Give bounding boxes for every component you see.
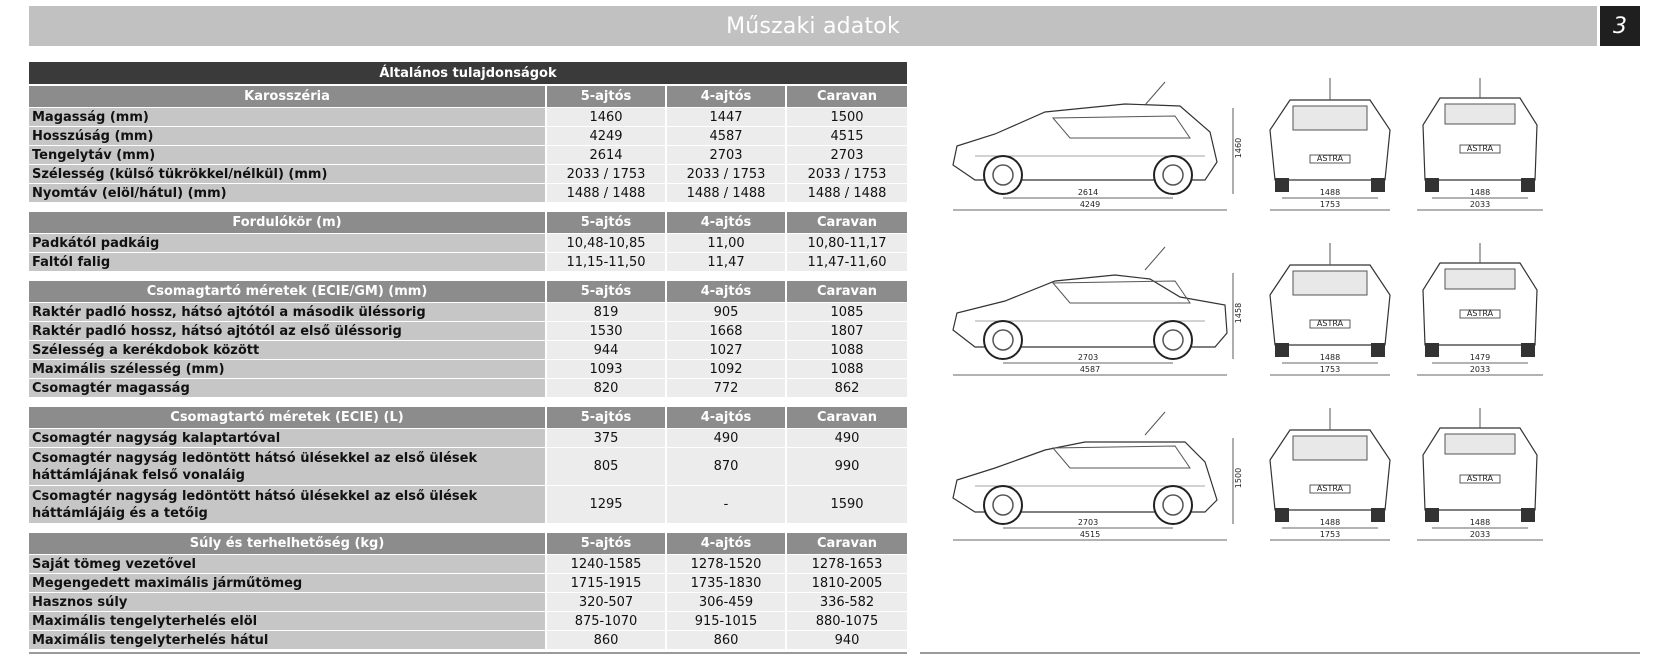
car-window-line xyxy=(1053,281,1190,303)
column-header: Caravan xyxy=(787,531,907,554)
table-row xyxy=(29,485,907,523)
cell-value: 1668 xyxy=(667,321,787,340)
spec-table xyxy=(29,210,907,271)
car-antenna xyxy=(1145,412,1165,435)
cell-value: 306-459 xyxy=(667,592,787,611)
windshield xyxy=(1293,436,1367,460)
table-row xyxy=(29,126,907,145)
section-title: Fordulókör (m) xyxy=(29,210,547,233)
table-row xyxy=(29,554,907,573)
cell-value: 860 xyxy=(547,630,667,649)
cell-value: 10,48-10,85 xyxy=(547,233,667,252)
front-wheel xyxy=(984,321,1022,359)
windshield xyxy=(1293,106,1367,130)
cell-value: 1590 xyxy=(787,485,907,523)
cell-value: 880-1075 xyxy=(787,611,907,630)
cell-value: 1295 xyxy=(547,485,667,523)
front-left-tire xyxy=(1275,178,1289,192)
cell-value: 875-1070 xyxy=(547,611,667,630)
rear-window xyxy=(1445,269,1515,289)
column-header: Caravan xyxy=(787,210,907,233)
wheelbase-label: 2614 xyxy=(1077,188,1099,197)
car-window-line xyxy=(1053,446,1190,468)
row-label: Hosszúság (mm) xyxy=(29,126,547,145)
cell-value: 2703 xyxy=(667,145,787,164)
rear-left-tire xyxy=(1425,508,1439,522)
column-header: Caravan xyxy=(787,279,907,302)
cell-value: 10,80-11,17 xyxy=(787,233,907,252)
column-header: 5-ajtós xyxy=(547,279,667,302)
rear-left-tire xyxy=(1425,343,1439,357)
table-row xyxy=(29,428,907,447)
row-label: Szélesség a kerékdobok között xyxy=(29,340,547,359)
row-label: Csomagtér nagyság ledöntött hátsó ülésekkel az első ülések háttámlájának felső vonaláig xyxy=(29,447,547,485)
column-header: 5-ajtós xyxy=(547,531,667,554)
cell-value: 11,15-11,50 xyxy=(547,252,667,271)
rear-width-label: 2033 xyxy=(1469,365,1491,374)
cell-value: 2614 xyxy=(547,145,667,164)
car-window-line xyxy=(1053,116,1190,138)
table-header-row xyxy=(29,531,907,554)
column-header: 5-ajtós xyxy=(547,405,667,428)
front-right-tire xyxy=(1371,508,1385,522)
rear-right-tire xyxy=(1521,178,1535,192)
wheelbase-label: 2703 xyxy=(1077,353,1099,362)
cell-value: 1278-1653 xyxy=(787,554,907,573)
rear-wheel xyxy=(1154,486,1192,524)
cell-value: 1500 xyxy=(787,107,907,126)
front-right-tire xyxy=(1371,343,1385,357)
table-row xyxy=(29,340,907,359)
rear-track-label: 1479 xyxy=(1469,353,1491,362)
cell-value: 1530 xyxy=(547,321,667,340)
table-row xyxy=(29,164,907,183)
front-track-label: 1488 xyxy=(1319,188,1341,197)
front-left-tire xyxy=(1275,343,1289,357)
length-label: 4249 xyxy=(1079,200,1101,209)
cell-value: 2033 / 1753 xyxy=(787,164,907,183)
row-label: Raktér padló hossz, hátsó ajtótól az első üléssorig xyxy=(29,321,547,340)
rear-badge-label: ASTRA xyxy=(1466,144,1494,153)
height-label: 1500 xyxy=(1234,467,1243,489)
row-label: Padkától padkáig xyxy=(29,233,547,252)
column-header: 4-ajtós xyxy=(667,84,787,107)
row-label: Nyomtáv (elöl/hátul) (mm) xyxy=(29,183,547,202)
table-row xyxy=(29,252,907,271)
spec-sections xyxy=(29,84,907,649)
rear-wheel xyxy=(1154,156,1192,194)
cell-value: 1092 xyxy=(667,359,787,378)
car-antenna xyxy=(1145,82,1165,105)
cell-value: 1488 / 1488 xyxy=(667,183,787,202)
page-number: 3 xyxy=(1600,6,1640,46)
front-right-tire xyxy=(1371,178,1385,192)
column-header: Caravan xyxy=(787,405,907,428)
main-title: Általános tulajdonságok xyxy=(29,62,907,84)
rear-track-label: 1488 xyxy=(1469,518,1491,527)
cell-value: 870 xyxy=(667,447,787,485)
cell-value: 4587 xyxy=(667,126,787,145)
rear-wheel xyxy=(1154,321,1192,359)
row-label: Maximális szélesség (mm) xyxy=(29,359,547,378)
cell-value: 1088 xyxy=(787,359,907,378)
cell-value: 905 xyxy=(667,302,787,321)
row-label: Saját tömeg vezetővel xyxy=(29,554,547,573)
column-header: 5-ajtós xyxy=(547,210,667,233)
front-width-label: 1753 xyxy=(1319,200,1341,209)
cell-value: 1447 xyxy=(667,107,787,126)
section-gap xyxy=(29,523,907,531)
column-header: 4-ajtós xyxy=(667,531,787,554)
bottom-rule-left xyxy=(29,652,907,654)
table-row xyxy=(29,302,907,321)
bottom-rule-right xyxy=(920,652,1640,654)
table-header-row xyxy=(29,210,907,233)
table-row xyxy=(29,378,907,397)
cell-value: 490 xyxy=(667,428,787,447)
rear-left-tire xyxy=(1425,178,1439,192)
car-antenna xyxy=(1145,247,1165,270)
section-gap xyxy=(29,271,907,279)
cell-value: 2033 / 1753 xyxy=(667,164,787,183)
front-left-tire xyxy=(1275,508,1289,522)
cell-value: 820 xyxy=(547,378,667,397)
rear-width-label: 2033 xyxy=(1469,530,1491,539)
table-row xyxy=(29,145,907,164)
front-badge-label: ASTRA xyxy=(1316,154,1344,163)
section-title: Csomagtartó méretek (ECIE/GM) (mm) xyxy=(29,279,547,302)
cell-value: 2033 / 1753 xyxy=(547,164,667,183)
wheelbase-label: 2703 xyxy=(1077,518,1099,527)
cell-value: 1460 xyxy=(547,107,667,126)
row-label: Csomagtér nagyság kalaptartóval xyxy=(29,428,547,447)
spec-table xyxy=(29,279,907,397)
row-label: Maximális tengelyterhelés elöl xyxy=(29,611,547,630)
cell-value: 944 xyxy=(547,340,667,359)
cell-value: 862 xyxy=(787,378,907,397)
front-track-label: 1488 xyxy=(1319,353,1341,362)
cell-value: 4249 xyxy=(547,126,667,145)
cell-value: 11,47 xyxy=(667,252,787,271)
table-row xyxy=(29,321,907,340)
rear-track-label: 1488 xyxy=(1469,188,1491,197)
rear-right-tire xyxy=(1521,508,1535,522)
front-badge-label: ASTRA xyxy=(1316,484,1344,493)
row-label: Faltól falig xyxy=(29,252,547,271)
row-label: Hasznos súly xyxy=(29,592,547,611)
cell-value: 320-507 xyxy=(547,592,667,611)
column-header: Caravan xyxy=(787,84,907,107)
table-header-row xyxy=(29,84,907,107)
cell-value: 375 xyxy=(547,428,667,447)
header-bar xyxy=(29,6,1597,46)
spec-table xyxy=(29,405,907,523)
table-row xyxy=(29,183,907,202)
cell-value: 1085 xyxy=(787,302,907,321)
table-row xyxy=(29,107,907,126)
rear-window xyxy=(1445,434,1515,454)
cell-value: 940 xyxy=(787,630,907,649)
windshield xyxy=(1293,271,1367,295)
front-wheel xyxy=(984,486,1022,524)
cell-value: 1735-1830 xyxy=(667,573,787,592)
table-row xyxy=(29,233,907,252)
car-drawings xyxy=(935,70,1595,630)
cell-value: 490 xyxy=(787,428,907,447)
table-row xyxy=(29,592,907,611)
cell-value: 819 xyxy=(547,302,667,321)
table-row xyxy=(29,447,907,485)
car-dimension-drawings xyxy=(935,70,1595,630)
column-header: 4-ajtós xyxy=(667,210,787,233)
row-label: Magasság (mm) xyxy=(29,107,547,126)
cell-value: 4515 xyxy=(787,126,907,145)
cell-value: 772 xyxy=(667,378,787,397)
column-header: 4-ajtós xyxy=(667,405,787,428)
rear-badge-label: ASTRA xyxy=(1466,309,1494,318)
rear-width-label: 2033 xyxy=(1469,200,1491,209)
column-header: 4-ajtós xyxy=(667,279,787,302)
height-label: 1460 xyxy=(1234,137,1243,159)
cell-value: 1810-2005 xyxy=(787,573,907,592)
cell-value: 860 xyxy=(667,630,787,649)
cell-value: 1488 / 1488 xyxy=(787,183,907,202)
row-label: Raktér padló hossz, hátsó ajtótól a második üléssorig xyxy=(29,302,547,321)
height-label: 1458 xyxy=(1234,302,1243,324)
cell-value: 1278-1520 xyxy=(667,554,787,573)
column-header: 5-ajtós xyxy=(547,84,667,107)
cell-value: 1027 xyxy=(667,340,787,359)
spec-table xyxy=(29,84,907,202)
table-row xyxy=(29,630,907,649)
cell-value: 1807 xyxy=(787,321,907,340)
rear-right-tire xyxy=(1521,343,1535,357)
section-gap xyxy=(29,202,907,210)
front-wheel xyxy=(984,156,1022,194)
section-gap xyxy=(29,397,907,405)
table-row xyxy=(29,573,907,592)
cell-value: 1715-1915 xyxy=(547,573,667,592)
page-title: Műszaki adatok xyxy=(726,13,900,39)
rear-badge-label: ASTRA xyxy=(1466,474,1494,483)
section-title: Csomagtartó méretek (ECIE) (L) xyxy=(29,405,547,428)
row-label: Csomagtér nagyság ledöntött hátsó ülésekkel az első ülések háttámlájáig és a tetőig xyxy=(29,485,547,523)
cell-value: 336-582 xyxy=(787,592,907,611)
cell-value: 915-1015 xyxy=(667,611,787,630)
table-header-row xyxy=(29,405,907,428)
cell-value: - xyxy=(667,485,787,523)
cell-value: 805 xyxy=(547,447,667,485)
length-label: 4515 xyxy=(1079,530,1101,539)
row-label: Szélesség (külső tükrökkel/nélkül) (mm) xyxy=(29,164,547,183)
cell-value: 1240-1585 xyxy=(547,554,667,573)
cell-value: 2703 xyxy=(787,145,907,164)
length-label: 4587 xyxy=(1079,365,1101,374)
row-label: Csomagtér magasság xyxy=(29,378,547,397)
table-row xyxy=(29,359,907,378)
cell-value: 11,00 xyxy=(667,233,787,252)
front-width-label: 1753 xyxy=(1319,365,1341,374)
section-title: Súly és terhelhetőség (kg) xyxy=(29,531,547,554)
cell-value: 1093 xyxy=(547,359,667,378)
cell-value: 1488 / 1488 xyxy=(547,183,667,202)
section-title: Karosszéria xyxy=(29,84,547,107)
cell-value: 11,47-11,60 xyxy=(787,252,907,271)
rear-window xyxy=(1445,104,1515,124)
front-badge-label: ASTRA xyxy=(1316,319,1344,328)
cell-value: 990 xyxy=(787,447,907,485)
table-row xyxy=(29,611,907,630)
front-track-label: 1488 xyxy=(1319,518,1341,527)
row-label: Tengelytáv (mm) xyxy=(29,145,547,164)
spec-tables xyxy=(29,62,907,649)
spec-table xyxy=(29,531,907,649)
front-width-label: 1753 xyxy=(1319,530,1341,539)
table-header-row xyxy=(29,279,907,302)
cell-value: 1088 xyxy=(787,340,907,359)
row-label: Maximális tengelyterhelés hátul xyxy=(29,630,547,649)
row-label: Megengedett maximális járműtömeg xyxy=(29,573,547,592)
